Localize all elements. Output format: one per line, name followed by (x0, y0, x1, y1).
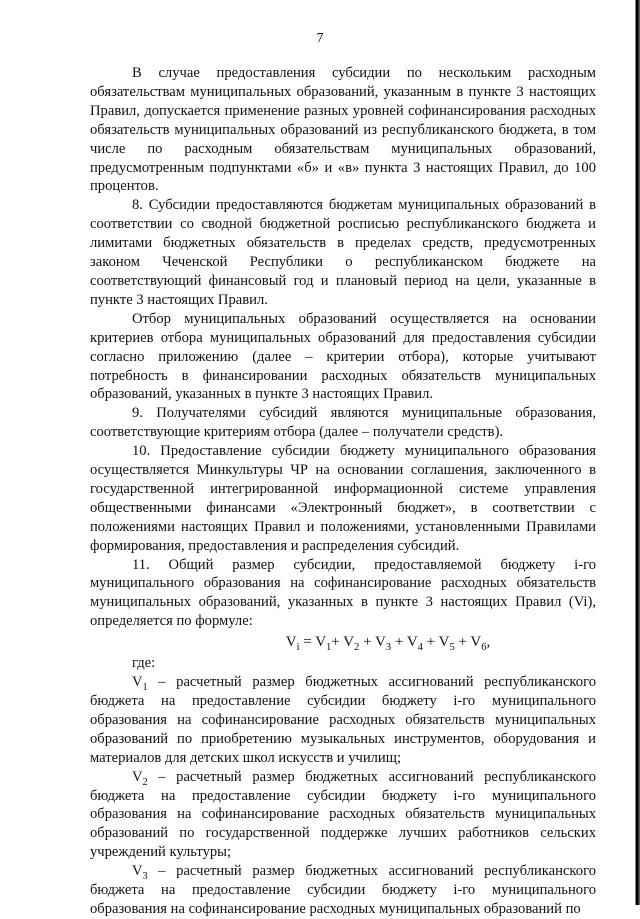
paragraph-10: 10. Предоставление субсидии бюджету муниципального образования осуществляется Минкультуры ЧР на основании соглашения, заключенного в государственной интегрированной информационной системе управления общественными финансами «Электронный бюджет», в соответствии с положениями настоящих Правил и положениями, установленными Правилами формирования, предоставления и распределения субсидий. (90, 443, 596, 554)
paragraph-cofinancing-levels: В случае предоставления субсидии по нескольким расходным обязательствам муниципальных образований, указанным в пункте 3 настоящих Правил, допускается применение разных уровней софинансирования расходных обязательств муниципальных образований из республиканского бюджета, в том числе по расходным обязательствам муниципальных образований, предусмотренным подпунктами «б» и «в» пункта 3 настоящих Правил, до 100 процентов. (90, 65, 596, 195)
paragraph-9: 9. Получателями субсидий являются муниципальные образования, соответствующие критериям отбора (далее – получатели средств). (90, 405, 596, 441)
document-body (90, 64, 596, 919)
definition-v2: $V_2$ – расчетный размер бюджетных ассигнований республиканского бюджета на предоставление субсидии бюджету i-го муниципального образования на софинансирование расходных обязательств муниципальных образований по государственной поддержке лучших работников сельских учреждений культуры; (90, 768, 596, 861)
formula-term: $V_2$ + (343, 634, 376, 654)
page-number: 7 (316, 31, 324, 46)
formula-term: $V_3$ + (375, 634, 407, 654)
formula-lhs: V (285, 634, 297, 651)
where-label: где: (132, 655, 156, 672)
formula-term: $V_1+$ (315, 634, 344, 654)
definition-v1: $V_1$ – расчетный размер бюджетных ассигнований республиканского бюджета на предоставление субсидии бюджету i-го муниципального образования на софинансирование расходных обязательств муниципальных образований по приобретению музыкальных инструментов, оборудования и материалов для детских школ искусств и училищ; (90, 674, 596, 766)
formula-term: $V_4$ + (406, 634, 439, 654)
scan-edge (630, 0, 640, 905)
definition-v3: $V_3$ – расчетный размер бюджетных ассигнований республиканского бюджета на предоставление субсидии бюджету i-го муниципального образования на софинансирование расходных муниципальных образований по (90, 863, 596, 917)
formula: $V_i = V_1+ V_2 + V_3 + V_4 + V_5 + V_6$, (285, 634, 491, 654)
formula-term: $V_5$ + (438, 634, 471, 654)
paragraph-11: 11. Общий размер субсидии, предоставляемой бюджету i-го муниципального образования на софинансирование расходных обязательств муниципальных образований, указанных в пункте 3 настоящих Правил (Vi), определяется по формуле: (90, 556, 596, 630)
formula-term: $V_6$, (470, 634, 491, 654)
paragraph-selection: Отбор муниципальных образований осуществляется на основании критериев отбора муниципальных образований для предоставления субсидии согласно приложению (далее – критерии отбора), которые учитывают потребность в финансировании расходных обязательств муниципальных образований, указанных в пункте 3 настоящих Правил. (90, 310, 596, 403)
paragraph-8: 8. Субсидии предоставляются бюджетам муниципальных образований в соответствии со сводной бюджетной росписью республиканского бюджета и лимитами бюджетных обязательств в пределах средств, предусмотренных законом Чеченской Республики о республиканском бюджете на соответствующий финансовый год и плановый период на цели, указанные в пункте 3 настоящих Правил. (90, 197, 596, 308)
